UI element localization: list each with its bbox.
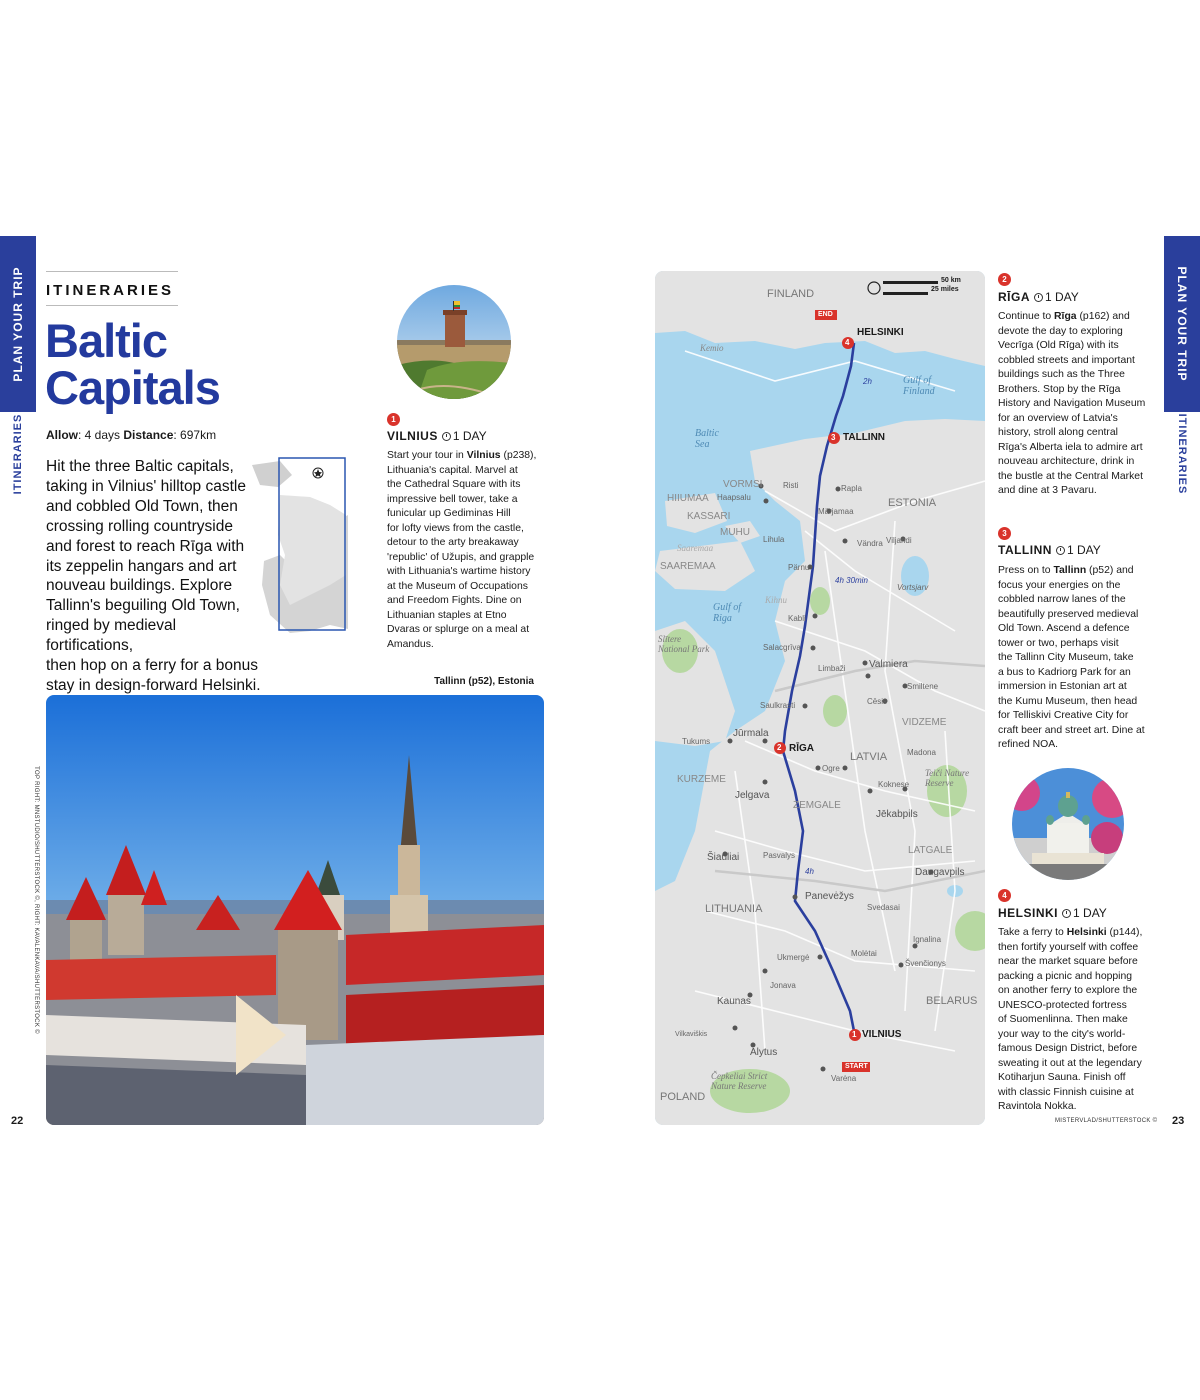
body-line: Brothers. Stop by the Rīga bbox=[998, 383, 1121, 395]
map-town: Šiauliai bbox=[707, 852, 740, 863]
body-line: a bus to Kadriorg Park for an bbox=[998, 666, 1131, 678]
map-town: Tukums bbox=[682, 737, 711, 746]
body-line: Vecrīga (Old Rīga) with its bbox=[998, 340, 1119, 351]
locator-map bbox=[250, 455, 350, 635]
stop-3-duration: 1 DAY bbox=[1066, 543, 1101, 557]
map-town: Pärnu bbox=[788, 563, 810, 572]
allow-label: Allow bbox=[46, 428, 78, 442]
body-line: your way to the city's world- bbox=[998, 1028, 1126, 1040]
body-line: focus your energies on the bbox=[998, 579, 1121, 591]
stop-1-heading bbox=[387, 429, 487, 443]
body-line: craft beer and street art. Dine at bbox=[998, 724, 1145, 736]
map-town: Haapsalu bbox=[717, 493, 751, 502]
map-region: VIDZEME bbox=[902, 717, 947, 728]
map-town: Koknese bbox=[878, 780, 910, 789]
body-line: for an overview of Latvia's bbox=[998, 412, 1118, 424]
map-water: Saaremaa bbox=[677, 543, 714, 553]
body-line: the Cathedral Square with its bbox=[387, 479, 521, 490]
map-town: Jelgava bbox=[735, 790, 770, 801]
map-park: Kemio bbox=[700, 343, 724, 353]
lead-line: then hop on a ferry for a bonus bbox=[46, 657, 258, 675]
body-line: immersion in Estonian art at bbox=[998, 681, 1127, 692]
map-town: Pasvalys bbox=[763, 851, 796, 860]
map-region: MUHU bbox=[720, 527, 750, 538]
map-town: Vändra bbox=[857, 539, 883, 548]
lead-line: Tallinn's beguiling Old Town, bbox=[46, 597, 240, 615]
map-region: KURZEME bbox=[677, 774, 726, 785]
body-line: cobbled streets and important bbox=[998, 354, 1135, 366]
stop-1-name: VILNIUS bbox=[387, 429, 438, 443]
body-line: at the Museum of Occupations bbox=[387, 580, 528, 592]
lead-paragraph bbox=[46, 457, 266, 696]
lead-line: and forest to reach Rīga with bbox=[46, 537, 245, 555]
map-leg-time: 4h 30min bbox=[835, 576, 868, 585]
map-town: Jonava bbox=[770, 981, 796, 990]
map-town: Smiltene bbox=[907, 682, 939, 691]
body-line: Kotiharjun Sauna. Finish off bbox=[998, 1072, 1126, 1083]
map-park: Čepkeliai Strict Nature Reserve bbox=[711, 1071, 768, 1091]
map-stop-num: 2 bbox=[777, 743, 782, 752]
body-line: for lofty views from the castle, bbox=[387, 522, 524, 534]
stop-3-body bbox=[998, 564, 1158, 753]
map-town: Vilkaviškis bbox=[675, 1031, 708, 1038]
map-town: Cēsis bbox=[867, 697, 888, 706]
map-end-label: END bbox=[818, 311, 833, 318]
body-line: Lithuanian staples at Etno bbox=[387, 609, 507, 621]
body-line: cobbled narrow lanes of the bbox=[998, 594, 1126, 605]
map-town: Märjamaa bbox=[818, 507, 854, 516]
body-line: UNESCO-protected fortress bbox=[998, 999, 1127, 1011]
body-line: the bustle at the Central Market bbox=[998, 470, 1143, 482]
body-line: Ravintola Nokka. bbox=[998, 1101, 1077, 1112]
stop-2-marker: 2 bbox=[998, 273, 1011, 286]
map-water: Baltic Sea bbox=[695, 428, 719, 450]
clock-icon bbox=[442, 432, 451, 441]
map-town: Molėtai bbox=[851, 949, 877, 958]
body-line: for Telliskivi Creative City for bbox=[998, 710, 1129, 721]
stop-2-body bbox=[998, 310, 1158, 499]
body-line: Lithuania's capital. Marvel at bbox=[387, 464, 518, 476]
side-tab-label: PLAN YOUR TRIP bbox=[11, 266, 25, 382]
map-region: LATGALE bbox=[908, 845, 953, 856]
map-park: Teiči Nature Reserve bbox=[925, 768, 970, 788]
body-line: impressive bell tower, take a bbox=[387, 493, 518, 505]
map-country: LATVIA bbox=[850, 751, 888, 763]
distance-value: : 697km bbox=[173, 428, 217, 442]
side-tab-label: PLAN YOUR TRIP bbox=[1175, 266, 1189, 382]
body-line: the Tallinn City Museum, take bbox=[998, 652, 1134, 663]
eyebrow-rule bbox=[46, 271, 178, 272]
map-scale-mi: 25 miles bbox=[931, 286, 959, 293]
body-line: Press on to Tallinn (p52) and bbox=[998, 565, 1134, 576]
stop-4-heading bbox=[998, 906, 1107, 920]
tallinn-photo bbox=[46, 695, 544, 1125]
map-town: Jūrmala bbox=[733, 728, 769, 739]
map-water: Gulf of Finland bbox=[903, 375, 935, 397]
map-town: Viljandi bbox=[886, 536, 912, 545]
photo-credit: TOP RIGHT: MNSTUDIO/SHUTTERSTOCK ©, RIGHT: KAVALENKAVA/SHUTTERSTOCK © bbox=[33, 766, 39, 1034]
body-line: of Suomenlinna. Then make bbox=[998, 1014, 1128, 1025]
map-town: Madona bbox=[907, 748, 936, 757]
body-line: and Freedom Fights. Dine on bbox=[387, 595, 522, 606]
map-town: Limbaži bbox=[818, 664, 846, 673]
body-line: Continue to Rīga (p162) and bbox=[998, 311, 1130, 322]
map-town: Svedasai bbox=[867, 903, 900, 912]
side-tab-left bbox=[0, 236, 36, 412]
body-line: buildings such as the Three bbox=[998, 369, 1125, 380]
body-line: Old Town. Ascend a defence bbox=[998, 623, 1130, 634]
photo-caption: Tallinn (p52), Estonia bbox=[434, 676, 534, 687]
body-line: beautifully preserved medieval bbox=[998, 608, 1139, 620]
stop-4-duration: 1 DAY bbox=[1073, 906, 1107, 920]
body-line: packing a picnic and hopping bbox=[998, 970, 1133, 982]
body-line: history, stroll along central bbox=[998, 427, 1118, 438]
map-town: Saulkrasti bbox=[760, 701, 796, 710]
map-town: Ukmergė bbox=[777, 953, 810, 962]
clock-icon bbox=[1034, 293, 1043, 302]
map-country: LITHUANIA bbox=[705, 903, 763, 915]
stop-1-body bbox=[387, 449, 547, 652]
map-town: Lihula bbox=[763, 535, 785, 544]
body-line: detour to the arty breakaway bbox=[387, 537, 519, 548]
stop-1-duration: 1 DAY bbox=[452, 429, 487, 443]
map-country: POLAND bbox=[660, 1091, 706, 1103]
lead-line: nouveau buildings. Explore bbox=[46, 577, 233, 595]
page-title bbox=[45, 314, 220, 414]
map-town: Varėna bbox=[831, 1074, 857, 1083]
body-line: refined NOA. bbox=[998, 739, 1059, 750]
stop-3-marker: 3 bbox=[998, 527, 1011, 540]
map-stop-vilnius: VILNIUS bbox=[862, 1029, 902, 1040]
body-line: the Kumu Museum, then head bbox=[998, 695, 1138, 707]
lead-line: stay in design-forward Helsinki. bbox=[46, 676, 261, 694]
photo-credit-right: MISTERVLAD/SHUTTERSTOCK © bbox=[1055, 1118, 1158, 1124]
title-line-1: Baltic bbox=[45, 314, 167, 367]
lead-line: taking in Vilnius' hilltop castle bbox=[46, 477, 246, 495]
page-number-right: 23 bbox=[1172, 1115, 1185, 1127]
stop-4-name: HELSINKI bbox=[998, 906, 1059, 920]
map-town: Valmiera bbox=[869, 659, 908, 670]
map-town: Švenčionys bbox=[905, 959, 946, 968]
route-map bbox=[655, 271, 985, 1125]
map-town: Salacgrīva bbox=[763, 643, 801, 652]
lead-line: crossing rolling countryside bbox=[46, 517, 233, 535]
map-region: SAAREMAA bbox=[660, 561, 716, 572]
map-town: Ogre bbox=[822, 764, 840, 773]
map-stop-tallinn: TALLINN bbox=[843, 432, 886, 443]
map-country: BELARUS bbox=[926, 995, 978, 1007]
map-start-label: START bbox=[845, 1063, 868, 1070]
body-line: tower or two, perhaps visit bbox=[998, 637, 1119, 649]
eyebrow-rule-bottom bbox=[46, 305, 178, 306]
stop-3-name: TALLINN bbox=[998, 543, 1052, 557]
map-town: Rapla bbox=[841, 484, 862, 493]
body-line: Amandus. bbox=[387, 638, 434, 650]
body-line: with classic Finnish cuisine at bbox=[998, 1086, 1134, 1098]
map-water: Kihnu bbox=[765, 595, 788, 605]
body-line: sweating it out at the legendary bbox=[998, 1057, 1142, 1069]
clock-icon bbox=[1056, 546, 1065, 555]
body-line: and dine at 3 Pavaru. bbox=[998, 485, 1097, 496]
distance-label: Distance bbox=[123, 428, 174, 442]
map-park: Slītere National Park bbox=[658, 634, 710, 654]
side-tab-right bbox=[1164, 236, 1200, 412]
body-line: Rīga's Alberta iela to admire art bbox=[998, 441, 1143, 453]
map-town: Alytus bbox=[750, 1047, 778, 1058]
helsinki-cathedral-photo bbox=[1012, 768, 1124, 880]
map-region: KASSARI bbox=[687, 511, 731, 522]
body-line: History and Navigation Museum bbox=[998, 398, 1146, 409]
map-town: Panevėžys bbox=[805, 891, 854, 902]
lead-line: ringed by medieval fortifications, bbox=[46, 617, 177, 655]
map-region: VORMSI bbox=[723, 479, 763, 490]
body-line: Take a ferry to Helsinki (p144), bbox=[998, 927, 1143, 938]
allow-value: : 4 days bbox=[78, 428, 124, 442]
map-town: Kaunas bbox=[717, 996, 751, 1007]
stop-3-heading bbox=[998, 543, 1101, 557]
map-leg-time: 2h bbox=[863, 377, 872, 386]
body-line: Start your tour in Vilnius (p238), bbox=[387, 450, 537, 461]
map-town: Ignalina bbox=[913, 935, 942, 944]
stop-2-duration: 1 DAY bbox=[1045, 290, 1079, 304]
map-stop-num: 4 bbox=[845, 338, 850, 347]
stop-4-marker: 4 bbox=[998, 889, 1011, 902]
map-town: Kabli bbox=[788, 614, 806, 623]
side-tab-sublabel: ITINERARIES bbox=[12, 413, 24, 495]
lead-line: Hit the three Baltic capitals, bbox=[46, 458, 234, 475]
map-town: Daugavpils bbox=[915, 867, 965, 878]
body-line: then fortify yourself with coffee bbox=[998, 941, 1139, 953]
body-line: on another ferry to explore the bbox=[998, 985, 1138, 996]
stop-1-marker: 1 bbox=[387, 413, 400, 426]
lead-line: and cobbled Old Town, then bbox=[46, 497, 238, 515]
map-region: HIIUMAA bbox=[667, 493, 709, 504]
allow-distance bbox=[46, 428, 216, 442]
map-country: ESTONIA bbox=[888, 497, 937, 509]
map-town: Risti bbox=[783, 481, 799, 490]
body-line: Dvaras or splurge on a meal at bbox=[387, 624, 530, 635]
body-line: with Lithuania's wartime history bbox=[387, 566, 531, 577]
section-eyebrow: ITINERARIES bbox=[46, 282, 175, 299]
map-country: FINLAND bbox=[767, 288, 815, 300]
map-scale-km: 50 km bbox=[941, 277, 961, 284]
map-stop-num: 1 bbox=[852, 1030, 857, 1039]
map-region: ZEMGALE bbox=[793, 800, 841, 811]
stop-4-body bbox=[998, 926, 1158, 1115]
lead-line: its zeppelin hangars and art bbox=[46, 557, 237, 575]
stop-2-heading bbox=[998, 290, 1079, 304]
vilnius-castle-photo bbox=[397, 285, 511, 399]
map-water: Gulf of Riga bbox=[713, 602, 742, 624]
page-number-left: 22 bbox=[11, 1115, 24, 1127]
stop-2-name: RĪGA bbox=[998, 290, 1030, 304]
map-stop-riga: RĪGA bbox=[789, 743, 814, 754]
side-tab-sublabel: ITINERARIES bbox=[1176, 413, 1188, 495]
body-line: devote the day to exploring bbox=[998, 325, 1123, 337]
title-line-2: Capitals bbox=[45, 361, 220, 414]
body-line: famous Design District, before bbox=[998, 1043, 1138, 1054]
body-line: near the market square before bbox=[998, 956, 1138, 967]
map-stop-num: 3 bbox=[831, 433, 836, 442]
map-stop-helsinki: HELSINKI bbox=[857, 327, 904, 338]
clock-icon bbox=[1062, 909, 1071, 918]
body-line: funicular up Gediminas Hill bbox=[387, 508, 511, 519]
map-town: Jēkabpils bbox=[876, 809, 918, 820]
body-line: 'republic' of Užupis, and grapple bbox=[387, 551, 535, 563]
body-line: nouveau architecture, drink in bbox=[998, 456, 1135, 467]
map-leg-time: 4h bbox=[805, 867, 814, 876]
map-town: Vortsjarv bbox=[897, 583, 929, 592]
